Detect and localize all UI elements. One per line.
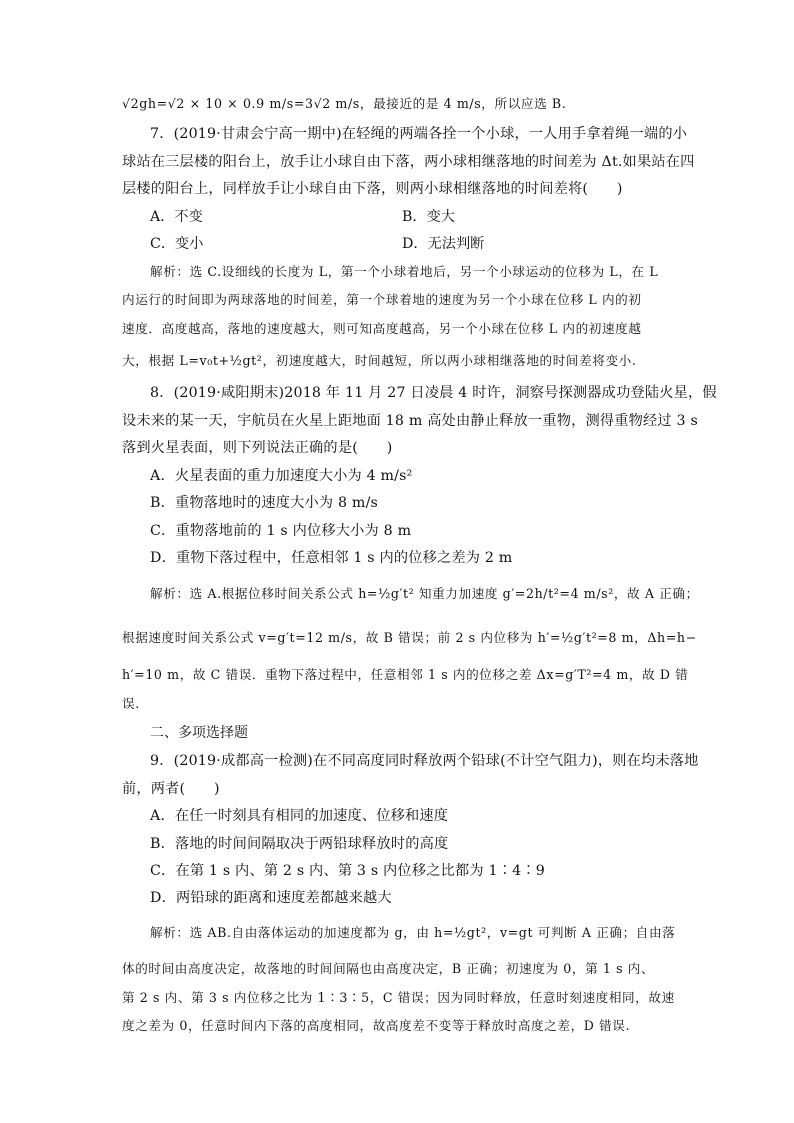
text-line-l28: 体的时间由高度决定，故落地的时间间隔也由高度决定，B 正确；初速度为 0，第 1 s 内、 — [122, 961, 655, 976]
text-line-l08: 大，根据 L=v₀t+½gt²，初速度越大，时间越短，所以两小球相继落地的时间差将变小. — [122, 353, 637, 368]
text-line-l07: 速度．高度越高，落地的速度越大，则可知高度越高，另一个小球在位移 L 内的初速度越 — [122, 321, 642, 336]
q7-option-c: C．变小 — [150, 236, 204, 252]
text-line-l21: 9．(2019·成都高一检测)在不同高度同时释放两个铅球(不计空气阻力)，则在均未落地 — [150, 753, 699, 769]
text-line-l05: 解析：选 C.设细线的长度为 L，第一个小球着地后，另一个小球运动的位移为 L，在 L — [150, 264, 659, 279]
text-line-l23: A．在任一时刻具有相同的加速度、位移和速度 — [150, 808, 449, 824]
text-line-l26: D．两铅球的距离和速度差都越来越大 — [150, 890, 392, 906]
text-line-l12: A．火星表面的重力加速度大小为 4 m/s² — [150, 468, 413, 484]
text-line-l20: 二、多项选择题 — [150, 725, 248, 741]
text-line-l27: 解析：选 AB.自由落体运动的加速度都为 g，由 h=½gt²，v=gt 可判断 A 正确；自由落 — [150, 925, 676, 940]
q7-option-a: A．不变 — [150, 209, 203, 225]
q7-option-d: D．无法判断 — [402, 236, 485, 252]
text-line-l24: B．落地的时间间隔取决于两铅球释放时的高度 — [150, 836, 449, 852]
text-line-l04: 层楼的阳台上，同样放手让小球自由下落，则两小球相继落地的时间差将( ) — [122, 181, 623, 197]
text-line-l19: 误. — [122, 696, 140, 711]
text-line-l10: 设未来的某一天，宇航员在火星上距地面 18 m 高处由静止释放一重物，测得重物经过 3 s — [122, 413, 698, 429]
text-line-l18: h′=10 m，故 C 错误．重物下落过程中，任意相邻 1 s 内的位移之差 Δx=g′T²=4 m，故 D 错 — [122, 667, 689, 682]
text-line-l16: 解析：选 A.根据位移时间关系公式 h=½g′t² 知重力加速度 g′=2h/t²=4 m/s²，故 A 正确； — [150, 586, 699, 601]
text-line-l30: 度之差为 0，任意时间内下落的高度相同，故高度差不变等于释放时高度之差，D 错误. — [122, 1018, 631, 1033]
text-line-l06: 内运行的时间即为两球落地的时间差，第一个球着地的速度为另一个小球在位移 L 内的初 — [122, 292, 642, 307]
text-line-l13: B．重物落地时的速度大小为 8 m/s — [150, 495, 379, 511]
text-line-l01: √2gh=√2 × 10 × 0.9 m/s=3√2 m/s，最接近的是 4 m/s，所以应选 B. — [122, 96, 567, 111]
text-line-l09: 8．(2019·咸阳期末)2018 年 11 月 27 日凌晨 4 时许，洞察号探测器成功登陆火星，假 — [150, 385, 717, 401]
text-line-l22: 前，两者( ) — [122, 781, 220, 797]
text-line-l11: 落到火星表面，则下列说法正确的是( ) — [122, 440, 393, 456]
text-line-l14: C．重物落地前的 1 s 内位移大小为 8 m — [150, 523, 412, 539]
text-line-l03: 球站在三层楼的阳台上，放手让小球自由下落，两小球相继落地的时间差为 Δt.如果站在四 — [122, 154, 695, 170]
text-line-l25: C．在第 1 s 内、第 2 s 内、第 3 s 内位移之比都为 1∶4∶9 — [150, 863, 545, 879]
text-line-l29: 第 2 s 内、第 3 s 内位移之比为 1∶3∶5，C 错误；因为同时释放，任意时刻速度相同，故速 — [122, 990, 675, 1005]
text-line-l17: 根据速度时间关系公式 v=g′t=12 m/s，故 B 错误；前 2 s 内位移为 h′=½g′t²=8 m，Δh=h− — [122, 630, 697, 645]
q7-option-b: B．变大 — [402, 209, 455, 225]
text-line-l15: D．重物下落过程中，任意相邻 1 s 内的位移之差为 2 m — [150, 550, 513, 566]
text-line-l02: 7．(2019·甘肃会宁高一期中)在轻绳的两端各拴一个小球，一人用手拿着绳一端的小 — [150, 126, 688, 142]
